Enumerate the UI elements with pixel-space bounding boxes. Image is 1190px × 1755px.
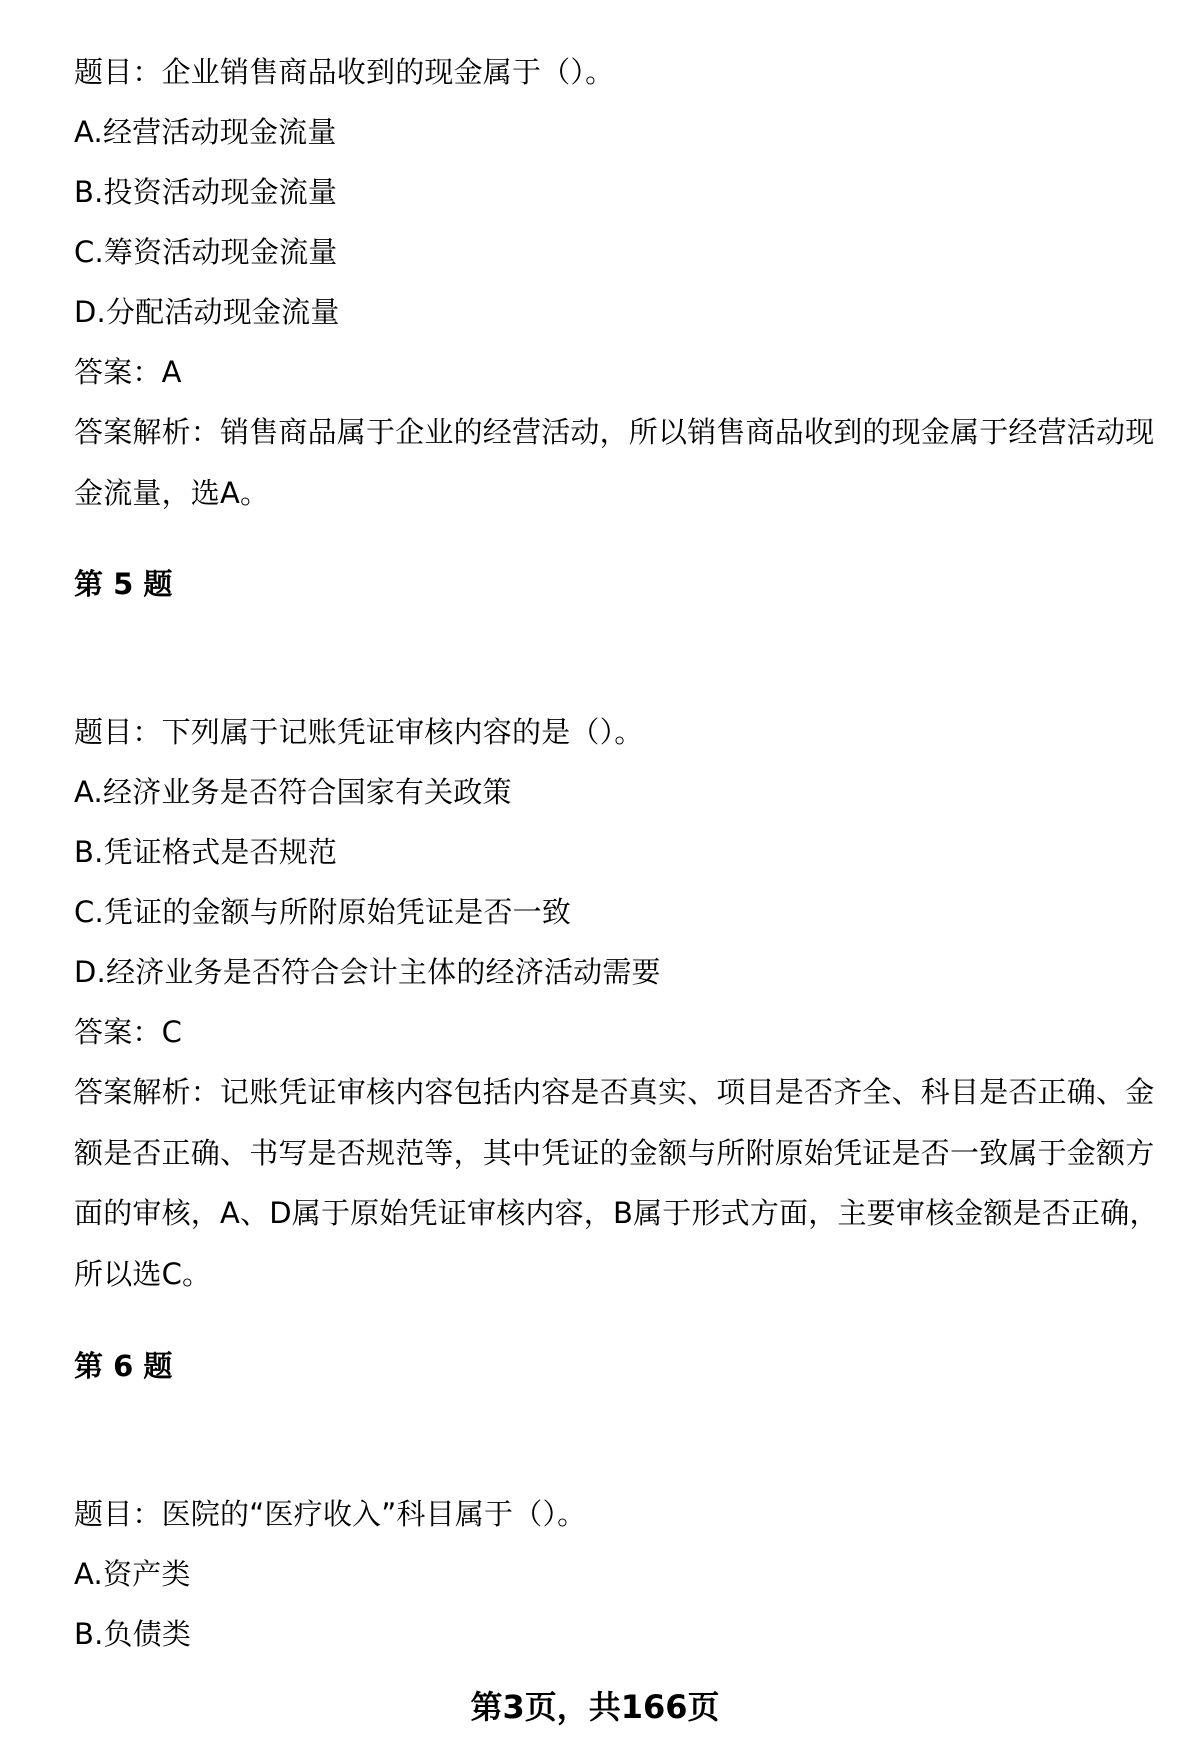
question-heading: 第 6 题 — [74, 1349, 173, 1383]
question-text: 题目：下列属于记账凭证审核内容的是（）。 — [74, 715, 644, 749]
option-c: C.筹资活动现金流量 — [74, 235, 338, 269]
option-c: C.凭证的金额与所附原始凭证是否一致 — [74, 895, 572, 929]
question-text: 题目：企业销售商品收到的现金属于（）。 — [74, 55, 615, 89]
answer: 答案：C — [74, 1015, 183, 1049]
option-a: A.经营活动现金流量 — [74, 115, 337, 149]
page-indicator: 第3页，共166页 — [470, 1688, 720, 1726]
question-heading: 第 5 题 — [74, 567, 173, 601]
answer-analysis: 答案解析：销售商品属于企业的经营活动，所以销售商品收到的现金属于经营活动现金流量，选A。 — [74, 415, 1155, 510]
answer-analysis: 答案解析：记账凭证审核内容包括内容是否真实、项目是否齐全、科目是否正确、金额是否正确、书写是否规范等，其中凭证的金额与所附原始凭证是否一致属于金额方面的审核，A、D属于原始凭证审核内容，B属于形式方面，主要审核金额是否正确，所以选C。 — [74, 1075, 1159, 1291]
option-a: A.资产类 — [74, 1557, 191, 1591]
option-b: B.凭证格式是否规范 — [74, 835, 338, 869]
option-a: A.经济业务是否符合国家有关政策 — [74, 775, 512, 809]
answer: 答案：A — [74, 355, 182, 389]
option-b: B.投资活动现金流量 — [74, 175, 338, 209]
question-text: 题目：医院的“医疗收入”科目属于（）。 — [74, 1497, 587, 1531]
option-d: D.经济业务是否符合会计主体的经济活动需要 — [74, 955, 661, 989]
option-d: D.分配活动现金流量 — [74, 295, 340, 329]
option-b: B.负债类 — [74, 1617, 192, 1651]
